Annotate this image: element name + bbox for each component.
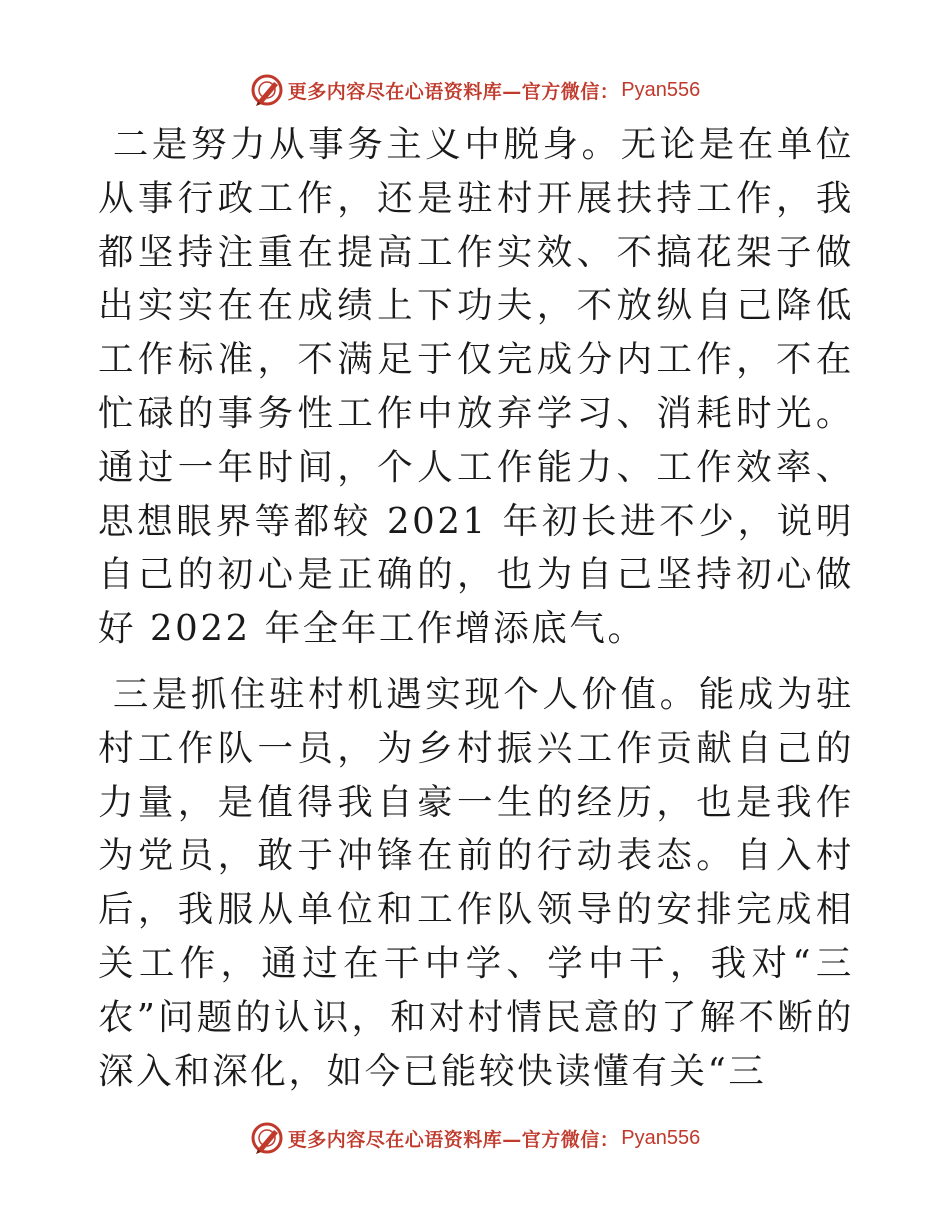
footer-banner-text: 更多内容尽在心语资料库—官方微信： (287, 1128, 620, 1151)
header-banner-id: Pyan556 (621, 78, 701, 101)
header-banner (0, 70, 950, 110)
document-body (98, 118, 854, 1098)
pen-logo-icon (250, 1121, 284, 1155)
paragraph-3: 三是抓住驻村机遇实现个人价值。能成为驻村工作队一员，为乡村振兴工作贡献自己的力量，是值得我自豪一生的经历，也是我作为党员，敢于冲锋在前的行动表态。自入村后，我服从单位和工作队领导的安排完成相关工作，通过在干中学、学中干，我对“三农”问题的认识，和对村情民意的了解不断的深入和深化，如今已能较快读懂有关“三 (98, 673, 854, 1092)
footer-banner-id: Pyan556 (621, 1126, 701, 1149)
paragraph-2: 二是努力从事务主义中脱身。无论是在单位从事行政工作，还是驻村开展扶持工作，我都坚持注重在提高工作实效、不搞花架子做出实实在在成绩上下功夫，不放纵自己降低工作标准，不满足于仅完成分内工作，不在忙碌的事务性工作中放弃学习、消耗时光。通过一年时间，个人工作能力、工作效率、思想眼界等都较 2021 年初长进不少，说明自己的初心是正确的，也为自己坚持初心做好 2022 年全年工作增添底气。 (98, 124, 854, 650)
header-banner-text: 更多内容尽在心语资料库—官方微信： (287, 80, 620, 103)
pen-logo-icon (250, 73, 284, 107)
footer-banner (0, 1118, 950, 1158)
